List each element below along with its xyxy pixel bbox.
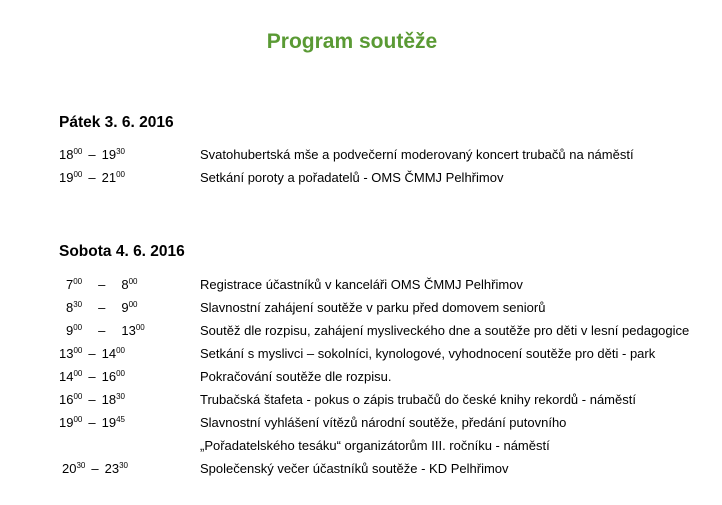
- end-hour: 9: [121, 300, 129, 315]
- end-hour: 13: [121, 323, 136, 338]
- event-description: Soutěž dle rozpisu, zahájení mysliveckého dne a soutěže pro děti v lesní pedagogice: [200, 323, 690, 338]
- end-minutes: 00: [128, 300, 138, 309]
- time-range: [59, 390, 125, 410]
- time-range: [59, 168, 125, 188]
- end-hour: 16: [101, 369, 117, 384]
- end-minutes: 45: [116, 415, 125, 424]
- start-minutes: 00: [73, 147, 83, 156]
- start-minutes: 00: [73, 323, 83, 332]
- time-range: [66, 321, 145, 341]
- schedule-row: [0, 145, 722, 165]
- start-minutes: 00: [73, 369, 83, 378]
- start-hour: 14: [59, 369, 74, 384]
- start-minutes: 00: [73, 392, 83, 401]
- event-description: Trubačská štafeta - pokus o zápis trubačů do české knihy rekordů - náměstí: [200, 392, 636, 407]
- schedule-row: [0, 275, 722, 295]
- schedule-row: [0, 344, 722, 364]
- event-description: Svatohubertská mše a podvečerní moderovaný koncert trubačů na náměstí: [200, 147, 634, 162]
- event-description: Slavnostní zahájení soutěže v parku před domovem seniorů: [200, 300, 546, 315]
- start-hour: 19: [59, 415, 74, 430]
- start-hour: 20: [62, 461, 77, 476]
- time-range: [66, 275, 138, 295]
- time-range: [59, 367, 125, 387]
- end-minutes: 00: [128, 277, 138, 286]
- event-description: „Pořadatelského tesáku“ organizátorům III. ročníku - náměstí: [200, 438, 550, 453]
- schedule-row: [0, 436, 722, 456]
- start-hour: 8: [66, 300, 74, 315]
- time-separator: –: [91, 461, 99, 476]
- time-separator: –: [88, 392, 96, 407]
- time-separator: –: [98, 277, 106, 292]
- end-minutes: 00: [116, 369, 125, 378]
- end-hour: 8: [121, 277, 129, 292]
- time-range: [59, 344, 125, 364]
- day-heading: Pátek 3. 6. 2016: [59, 114, 174, 131]
- time-separator: –: [98, 300, 106, 315]
- time-range: [62, 459, 128, 479]
- end-hour: 19: [101, 415, 117, 430]
- time-separator: –: [88, 147, 96, 162]
- start-hour: 19: [59, 170, 74, 185]
- end-hour: 21: [101, 170, 117, 185]
- day-heading: Sobota 4. 6. 2016: [59, 243, 185, 260]
- schedule-row: [0, 413, 722, 433]
- event-description: Společenský večer účastníků soutěže - KD Pelhřimov: [200, 461, 509, 476]
- page-title: Program soutěže: [266, 30, 438, 53]
- schedule-row: [0, 459, 722, 479]
- start-hour: 9: [66, 323, 74, 338]
- event-description: Pokračování soutěže dle rozpisu.: [200, 369, 392, 384]
- schedule-row: [0, 321, 722, 341]
- start-hour: 7: [66, 277, 74, 292]
- end-minutes: 30: [119, 461, 128, 470]
- end-hour: 19: [101, 147, 117, 162]
- schedule-row: [0, 298, 722, 318]
- end-hour: 23: [104, 461, 120, 476]
- start-minutes: 00: [73, 415, 83, 424]
- start-hour: 18: [59, 147, 74, 162]
- end-minutes: 30: [116, 392, 125, 401]
- end-minutes: 00: [135, 323, 145, 332]
- end-hour: 14: [101, 346, 117, 361]
- schedule-row: [0, 168, 722, 188]
- schedule-row: [0, 367, 722, 387]
- end-minutes: 00: [116, 346, 125, 355]
- time-separator: –: [88, 346, 96, 361]
- start-minutes: 00: [73, 170, 83, 179]
- end-minutes: 00: [116, 170, 125, 179]
- time-range: [59, 145, 125, 165]
- time-separator: –: [88, 415, 96, 430]
- start-minutes: 30: [73, 300, 83, 309]
- start-hour: 16: [59, 392, 74, 407]
- end-minutes: 30: [116, 147, 125, 156]
- time-separator: –: [88, 369, 96, 384]
- time-range: [59, 413, 125, 433]
- event-description: Setkání poroty a pořadatelů - OMS ČMMJ Pelhřimov: [200, 170, 504, 185]
- time-range: [66, 298, 138, 318]
- end-hour: 18: [101, 392, 117, 407]
- event-description: Registrace účastníků v kanceláři OMS ČMMJ Pelhřimov: [200, 277, 523, 292]
- time-separator: –: [98, 323, 106, 338]
- time-separator: –: [88, 170, 96, 185]
- start-minutes: 00: [73, 277, 83, 286]
- event-description: Setkání s myslivci – sokolníci, kynologové, vyhodnocení soutěže pro děti - park: [200, 346, 656, 361]
- start-minutes: 00: [73, 346, 83, 355]
- start-hour: 13: [59, 346, 74, 361]
- event-description: Slavnostní vyhlášení vítězů národní soutěže, předání putovního: [200, 415, 567, 430]
- schedule-row: [0, 390, 722, 410]
- start-minutes: 30: [76, 461, 86, 470]
